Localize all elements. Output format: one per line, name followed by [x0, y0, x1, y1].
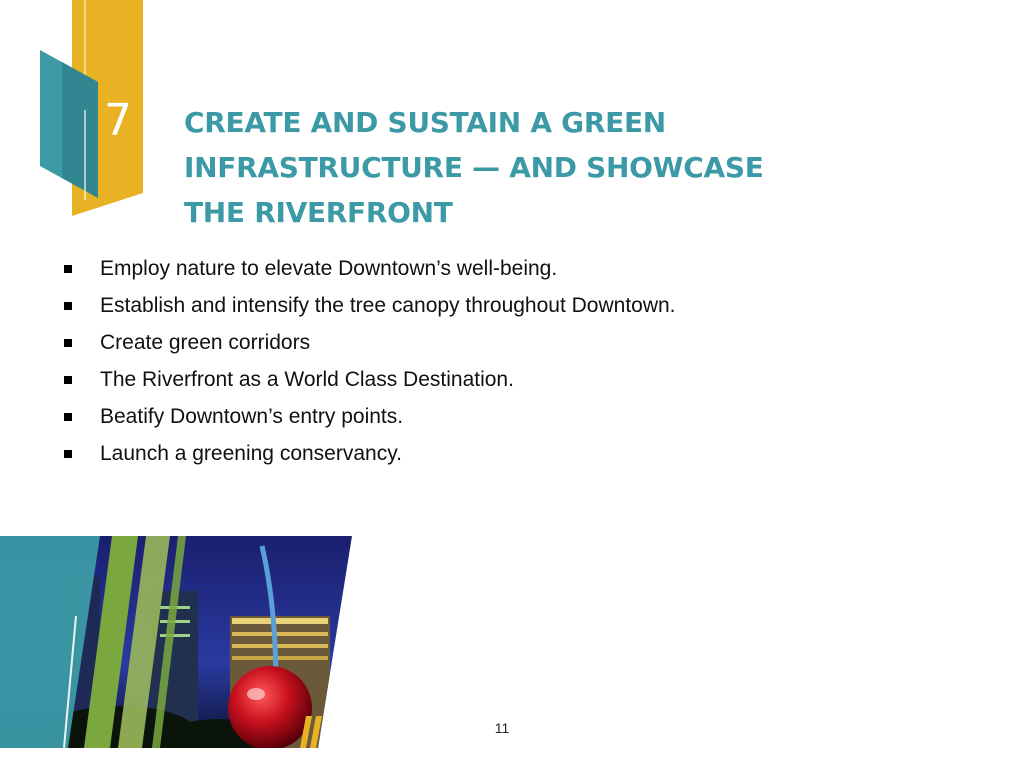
- bullet-marker: [64, 376, 72, 384]
- bullet-marker: [64, 450, 72, 458]
- bullet-list: [62, 254, 676, 476]
- bullet-text: Create green corridors: [100, 331, 311, 354]
- page-number: 11: [494, 720, 510, 736]
- bullet-text: Beatify Downtown’s entry points.: [100, 405, 404, 428]
- section-logo: [0, 0, 160, 230]
- title-line: THE RIVERFRONT: [184, 196, 453, 229]
- bullet-text: Establish and intensify the tree canopy throughout Downtown.: [100, 294, 676, 317]
- section-number: 7: [104, 95, 132, 146]
- bullet-text: Employ nature to elevate Downtown’s well-being.: [100, 257, 558, 280]
- title-line: CREATE AND SUSTAIN A GREEN: [184, 106, 666, 139]
- bullet-item: [62, 254, 676, 291]
- bullet-marker: [64, 302, 72, 310]
- slide-title: [184, 100, 804, 235]
- bullet-item: [62, 439, 676, 476]
- title-line: INFRASTRUCTURE — AND SHOWCASE: [184, 151, 764, 184]
- bullet-item: [62, 328, 676, 365]
- bullet-text: Launch a greening conservancy.: [100, 442, 402, 465]
- bullet-item: [62, 291, 676, 328]
- bullet-text: The Riverfront as a World Class Destination.: [100, 368, 514, 391]
- bullet-marker: [64, 265, 72, 273]
- bullet-marker: [64, 339, 72, 347]
- bullet-item: [62, 365, 676, 402]
- skyline-photo-collage: [0, 536, 360, 748]
- bullet-marker: [64, 413, 72, 421]
- bullet-item: [62, 402, 676, 439]
